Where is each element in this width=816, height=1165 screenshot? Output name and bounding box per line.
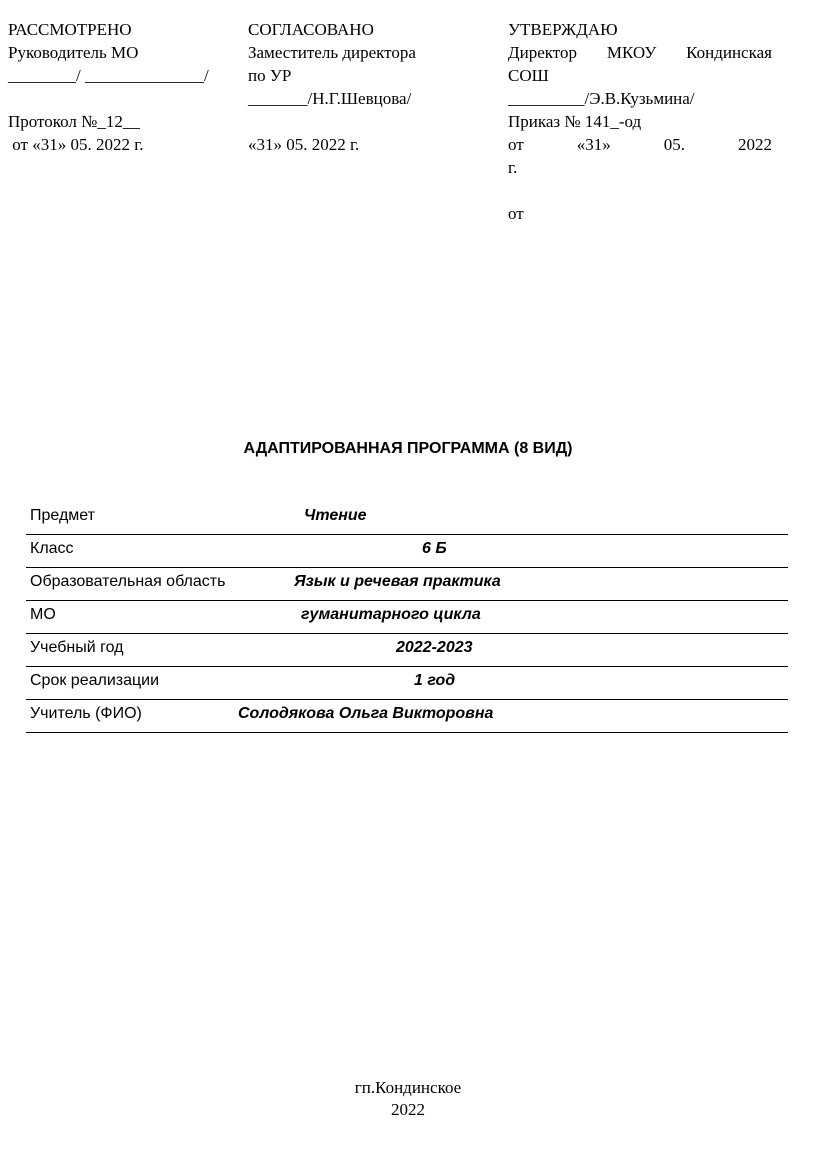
- approved-word: Директор: [508, 43, 577, 62]
- info-table: [26, 502, 788, 733]
- footer-place: гп.Кондинское: [354, 1078, 462, 1097]
- considered-date: от «31» 05. 2022 г.: [8, 135, 144, 154]
- approved-date-word: «31»: [576, 135, 611, 154]
- info-row-subject: [26, 502, 788, 535]
- info-value: Солодякова Ольга Викторовна: [238, 705, 494, 722]
- approved-heading: УТВЕРЖДАЮ: [508, 20, 618, 39]
- considered-signature-line: ________/ ______________/: [8, 66, 209, 85]
- agreed-block: [248, 18, 448, 156]
- agreed-line2: по УР: [248, 66, 292, 85]
- approved-line1: [508, 41, 772, 64]
- info-value: Чтение: [304, 507, 367, 524]
- approved-order: Приказ № 141_-од: [508, 112, 642, 131]
- info-label: Срок реализации: [30, 672, 160, 689]
- approved-word: МКОУ: [606, 43, 657, 62]
- info-value: 1 год: [414, 672, 456, 689]
- info-label: МО: [30, 606, 56, 623]
- info-row-area: [26, 568, 788, 601]
- info-value: Язык и речевая практика: [294, 573, 501, 590]
- footer-year: 2022: [391, 1100, 425, 1119]
- info-label: Класс: [30, 540, 74, 557]
- considered-heading: РАССМОТРЕНО: [8, 20, 132, 39]
- info-row-mo: [26, 601, 788, 634]
- approved-line2: СОШ: [508, 66, 549, 85]
- info-label: Учитель (ФИО): [30, 705, 142, 722]
- info-value: 6 Б: [422, 540, 447, 557]
- info-row-class: [26, 535, 788, 568]
- approved-extra: от: [508, 204, 524, 223]
- program-title: АДАПТИРОВАННАЯ ПРОГРАММА (8 ВИД): [243, 440, 573, 457]
- considered-protocol: Протокол №_12__: [8, 112, 140, 131]
- approved-date-word: 2022: [737, 135, 772, 154]
- considered-line1: Руководитель МО: [8, 43, 139, 62]
- info-row-teacher: [26, 700, 788, 733]
- agreed-signature-line: _______/Н.Г.Шевцова/: [248, 89, 412, 108]
- approved-word: Кондинская: [686, 43, 772, 62]
- approved-date-word: 05.: [663, 135, 685, 154]
- agreed-heading: СОГЛАСОВАНО: [248, 20, 374, 39]
- approved-signature-line: _________/Э.В.Кузьмина/: [508, 89, 695, 108]
- approved-block: [508, 18, 772, 225]
- approved-date: [508, 133, 772, 156]
- footer: [0, 1077, 816, 1121]
- info-label: Предмет: [30, 507, 95, 524]
- info-label: Учебный год: [30, 639, 124, 656]
- info-label: Образовательная область: [30, 573, 226, 590]
- info-row-year: [26, 634, 788, 667]
- agreed-date: «31» 05. 2022 г.: [248, 135, 360, 154]
- info-value: гуманитарного цикла: [301, 606, 481, 623]
- approved-date-word: от: [508, 135, 524, 154]
- info-row-duration: [26, 667, 788, 700]
- approved-date-tail: г.: [508, 158, 518, 177]
- considered-block: [8, 18, 228, 156]
- info-value: 2022-2023: [396, 639, 473, 656]
- agreed-line1: Заместитель директора: [248, 43, 416, 62]
